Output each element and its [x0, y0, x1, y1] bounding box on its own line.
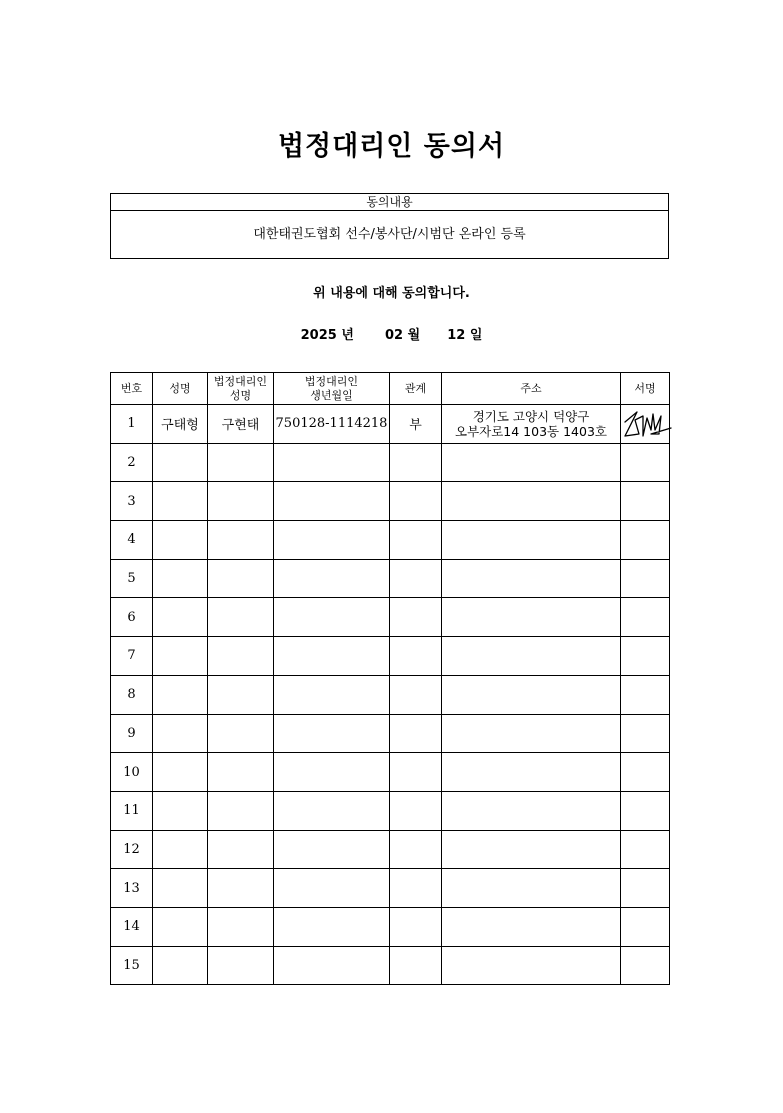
address-line2: 오부자로14 103동 1403호 [455, 423, 607, 439]
table-row [111, 714, 670, 753]
date-month: 02 [384, 328, 404, 343]
row-number: 10 [111, 753, 153, 792]
header-guardian-birth [274, 373, 390, 405]
guardian-name: 구현태 [208, 405, 274, 444]
header-guardian-birth-line1: 법정대리인 [304, 374, 359, 388]
date-month-unit: 월 [407, 328, 421, 343]
table-row [111, 443, 670, 482]
relation: 부 [390, 405, 442, 444]
header-address: 주소 [442, 373, 621, 405]
header-name: 성명 [153, 373, 208, 405]
table-row [111, 521, 670, 560]
row-number: 1 [111, 405, 153, 444]
header-guardian-name [208, 373, 274, 405]
header-guardian-name-line1: 법정대리인 [213, 374, 268, 388]
table-row [111, 675, 670, 714]
date-year: 2025 [300, 328, 337, 343]
header-no: 번호 [111, 373, 153, 405]
document-title: 법정대리인 동의서 [277, 131, 506, 162]
date-day-unit: 일 [469, 328, 483, 343]
row-number: 4 [111, 521, 153, 560]
date-line [0, 324, 783, 343]
table-row [111, 637, 670, 676]
guardian-table [110, 372, 670, 985]
row-number: 8 [111, 675, 153, 714]
row-number: 3 [111, 482, 153, 521]
table-row [111, 598, 670, 637]
header-guardian-birth-line2: 생년월일 [310, 388, 353, 402]
date-day: 12 [447, 328, 466, 343]
row-number: 14 [111, 907, 153, 946]
row-number: 7 [111, 637, 153, 676]
row-number: 12 [111, 830, 153, 869]
header-guardian-name-line2: 성명 [229, 388, 252, 402]
row-number: 15 [111, 946, 153, 985]
consent-content: 대한태권도협회 선수/봉사단/시범단 온라인 등록 [253, 227, 526, 242]
row-number: 9 [111, 714, 153, 753]
consent-box [110, 193, 669, 259]
table-row [111, 405, 670, 444]
row-number: 11 [111, 791, 153, 830]
table-row [111, 869, 670, 908]
table-row [111, 830, 670, 869]
table-header-row [111, 373, 670, 405]
table-row [111, 791, 670, 830]
participant-name: 구태형 [153, 405, 208, 444]
row-number: 2 [111, 443, 153, 482]
header-signature: 서명 [621, 373, 670, 405]
header-relation: 관계 [390, 373, 442, 405]
consent-header: 동의내용 [111, 194, 668, 211]
agreement-statement: 위 내용에 대해 동의합니다. [313, 286, 470, 301]
guardian-birthdate: 750128-1114218 [274, 405, 390, 444]
table-row [111, 559, 670, 598]
row-number: 5 [111, 559, 153, 598]
address [442, 405, 621, 444]
table-row [111, 753, 670, 792]
table-row [111, 946, 670, 985]
handwritten-signature [621, 408, 673, 440]
signature-cell [621, 405, 670, 444]
row-number: 13 [111, 869, 153, 908]
row-number: 6 [111, 598, 153, 637]
table-row [111, 482, 670, 521]
table-row [111, 907, 670, 946]
address-line1: 경기도 고양시 덕양구 [472, 408, 590, 424]
date-year-unit: 년 [341, 328, 354, 343]
